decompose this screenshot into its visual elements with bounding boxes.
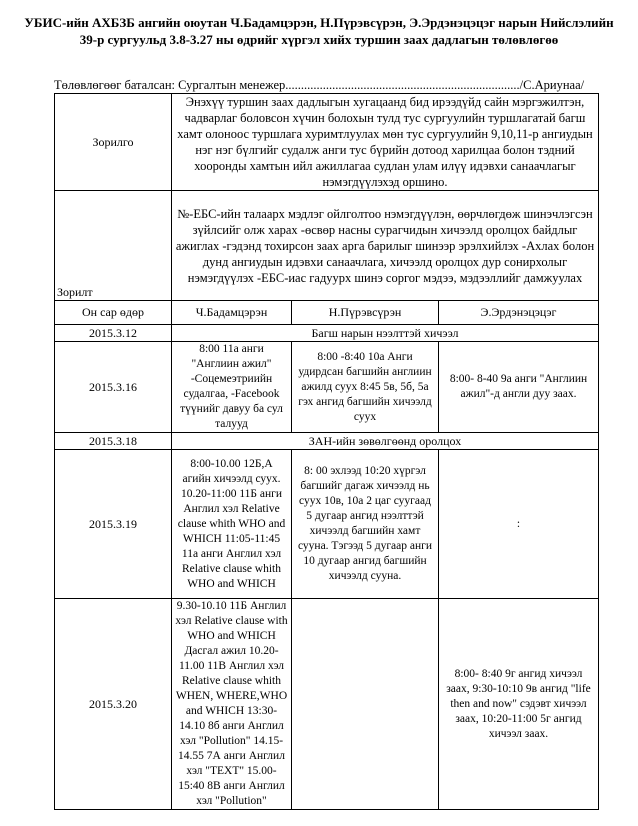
objective-text: №-ЕБС-ийн талаарх мэдлэг ойлголтоо нэмэгдүүлэн, өөрчлөгдөж шинэчлэгсэн зүйлсийг олж харах -өсвөр насны сурагчидын хичээлд оролцох байдлыг ажиглах -гэдэнд тохирсон заах арга барилыг шинээр эрэлхийлэх -Ахлах болон дунд ангиудын идэвхи санаачлага, хичээлд оролцох дур сонирхолыг нэмэгдүүлэх -ЕБС-иас гадуурх шинэ соргог мэдээ, мэдээллийг дамжуулах [172,191,599,301]
header-badamtseren: Ч.Бадамцэрэн [172,301,292,325]
table-row [55,599,599,810]
row-cell-purevsuren: 8:00 -8:40 10а Анги удирдсан багшийн англиин ажилд суух 8:45 5в, 5б, 5а гэх ангид багшийн хичээлд суух [292,342,439,433]
document-title [0,14,638,48]
row-cell-erdenetsetseg: : [439,450,599,599]
approval-line: Төлөвлөгөөг баталсан: Сургалтын менежер.........................................................................../С.Ариунаа/ [54,78,585,92]
row-cell-purevsuren: 8: 00 эхлээд 10:20 хүргэл багшийг дагаж хичээлд нь суух 10в, 10а 2 цаг суугаад 5 дугаар ангид нээлттэй хичээлд багшийн хамт сууна. Тэгээд 5 дугаар анги 10 дугаар ангид багшийн хичээлд сууна. [292,450,439,599]
title-line-2: 39-р сургуульд 3.8-3.27 ны өдрийг хүргэл хийх туршин заах дадлагын төлөвлөгөө [79,32,559,47]
row-merged-activity: ЗАН-ийн зөвөлгөөнд оролцох [172,433,599,450]
goal-text: Энэхүү туршин заах дадлыгын хугацаанд бид ирээдүйд сайн мэргэжилтэн, чадварлаг боловсон хүчин болохын тулд тус сургуулийн туршлагатай багш хамт олоноос туршлага хуримтлуулах мөн тус сургуулийн 9,10,11-р ангиудын нэг нэг бүлгийг судалж анги тус бүрийн дотоод харилцаа болон тэдний хооронды хамтын ийл ажиллагаа судлан улам илүү идэвхи санаачлагыг нэмэгдүүлэхэд оршино. [172,94,599,191]
row-merged-activity: Багш нарын нээлттэй хичээл [172,325,599,342]
table-row [55,450,599,599]
row-cell-badamtseren: 9.30-10.10 11Б Англил хэл Relative clause with WHO and WHICH Дасгал ажил 10.20-11.00 11В Англил хэл Relative clause whith WHEN, WHERE,WHO and WHICH 13:30-14.10 8б анги Англил хэл "Pollution" 14.15-14.55 7А анги Англил хэл "TEXT" 15.00-15:40 8В анги Англил хэл "Pollution" [172,599,292,810]
plan-table [54,93,599,810]
row-date: 2015.3.19 [55,450,172,599]
row-date: 2015.3.12 [55,325,172,342]
row-cell-erdenetsetseg: 8:00- 8:40 9г ангид хичээл заах, 9:30-10:10 9в ангид "life then and now" сэдэвт хичээл заах, 10:20-11:00 5г ангид хичээл заах. [439,599,599,810]
row-date: 2015.3.16 [55,342,172,433]
table-row [55,325,599,342]
table-row [55,433,599,450]
table-row [55,342,599,433]
header-erdenetsetseg: Э.Эрдэнэцэцэг [439,301,599,325]
objective-row [55,191,599,301]
objective-label: Зорилт [55,191,172,301]
row-cell-purevsuren [292,599,439,810]
row-cell-erdenetsetseg: 8:00- 8-40 9а анги "Англиин ажил"-д англи дуу заах. [439,342,599,433]
table-header-row [55,301,599,325]
title-line-1: УБИС-ийн АХБЗБ ангийн оюутан Ч.Бадамцэрэн, Н.Пүрэвсүрэн, Э.Эрдэнэцэцэг нарын Нийслэлийн [24,15,614,30]
row-date: 2015.3.18 [55,433,172,450]
header-purevsuren: Н.Пүрэвсүрэн [292,301,439,325]
row-date: 2015.3.20 [55,599,172,810]
header-date: Он сар өдөр [55,301,172,325]
goal-row [55,94,599,191]
row-cell-badamtseren: 8:00 11а анги "Англиин ажил" -Соцемеэтриийн судалгаа, -Facebook түүнийг давуу ба сул талууд [172,342,292,433]
row-cell-badamtseren: 8:00-10.00 12Б,А агийн хичээлд суух. 10.20-11:00 11Б анги Англил хэл Relative clause whith WHO and WHICH 11:05-11:45 11а анги Англил хэл Relative clause whith WHO and WHICH [172,450,292,599]
goal-label: Зорилго [55,94,172,191]
